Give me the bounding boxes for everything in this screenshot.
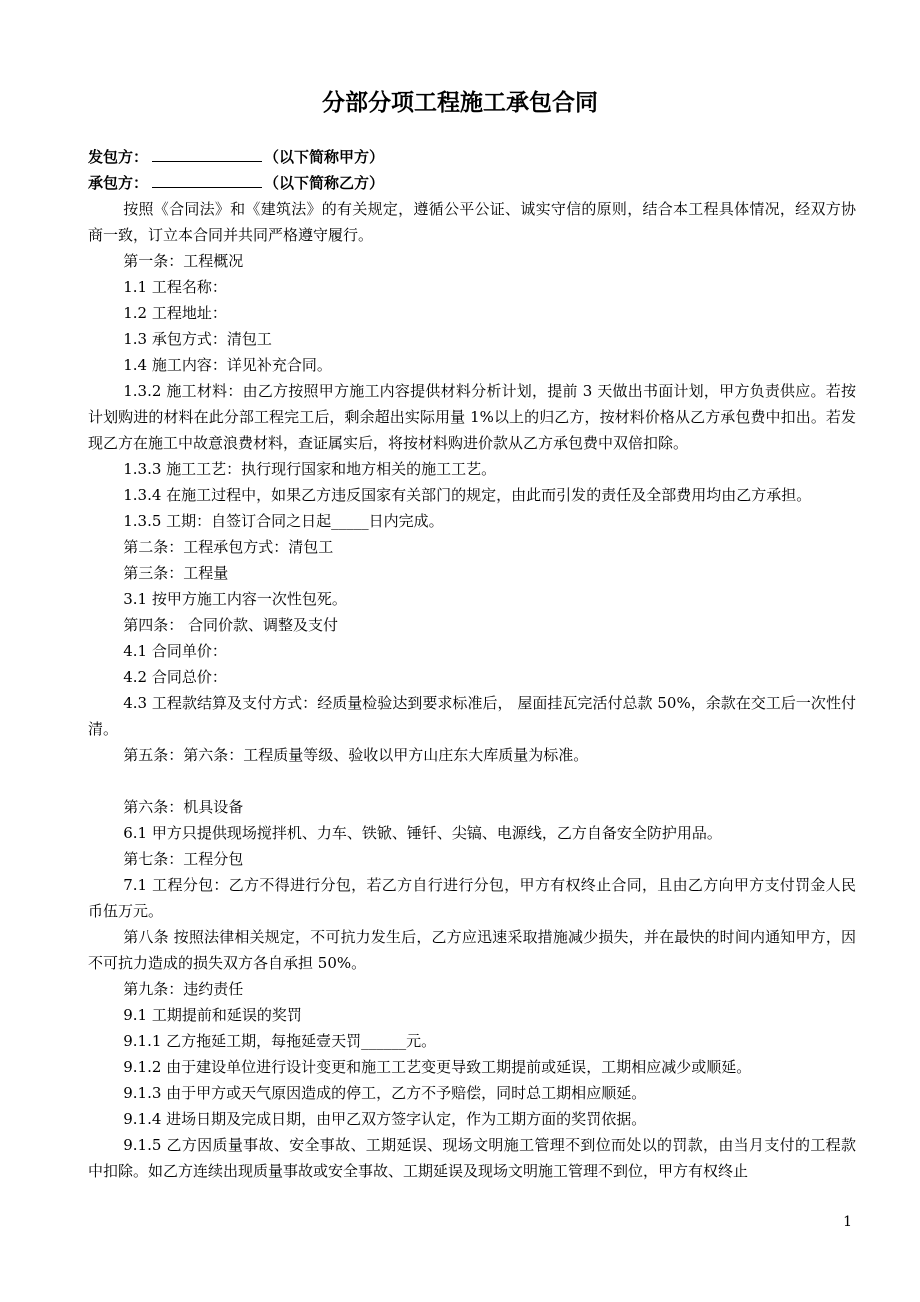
clause-4-1: 4.1 合同单价： <box>123 642 227 660</box>
clause-1-3-3: 1.3.3 施工工艺：执行现行国家和地方相关的施工工艺。 <box>123 460 497 478</box>
article-2-heading: 第二条：工程承包方式：清包工 <box>123 538 334 556</box>
clause-7-1: 7.1 工程分包：乙方不得进行分包，若乙方自行进行分包，甲方有权终止合同，且由乙方向甲方支付罚金人民币伍万元。 <box>88 876 856 920</box>
clause-3-1: 3.1 按甲方施工内容一次性包死。 <box>123 590 347 608</box>
clause-9-1-4: 9.1.4 进场日期及完成日期，由甲乙双方签字认定，作为工期方面的奖罚依据。 <box>123 1110 647 1128</box>
clause-9-1-1: 9.1.1 乙方拖延工期，每拖延壹天罚______元。 <box>123 1032 437 1050</box>
contract-body <box>88 196 856 1184</box>
clause-9-1: 9.1 工期提前和延误的奖罚 <box>123 1006 302 1024</box>
article-4-heading: 第四条： 合同价款、调整及支付 <box>123 616 339 634</box>
contractor-line <box>88 172 384 193</box>
article-9-heading: 第九条：违约责任 <box>123 980 244 998</box>
contract-title: 分部分项工程施工承包合同 <box>322 89 598 116</box>
clause-1-2: 1.2 工程地址： <box>123 304 227 322</box>
clause-4-2: 4.2 合同总价： <box>123 668 227 686</box>
preamble-paragraph: 按照《合同法》和《建筑法》的有关规定，遵循公平公证、诚实守信的原则，结合本工程具体情况，经双方协商一致，订立本合同并共同严格遵守履行。 <box>88 200 856 244</box>
contractor-label: 承包方： <box>88 174 149 192</box>
clause-9-1-3: 9.1.3 由于甲方或天气原因造成的停工，乙方不予赔偿，同时总工期相应顺延。 <box>123 1084 647 1102</box>
page-number: 1 <box>843 1214 852 1230</box>
clause-9-1-2: 9.1.2 由于建设单位进行设计变更和施工工艺变更导致工期提前或延误，工期相应减少或顺延。 <box>123 1058 752 1076</box>
clause-6-1: 6.1 甲方只提供现场搅拌机、力车、铁锨、锤钎、尖镐、电源线，乙方自备安全防护用品。 <box>123 824 722 842</box>
article-1-heading: 第一条：工程概况 <box>123 252 244 270</box>
clause-1-3-5: 1.3.5 工期：自签订合同之日起_____日内完成。 <box>123 512 444 530</box>
article-5-heading: 第五条：第六条：工程质量等级、验收以甲方山庄东大库质量为标准。 <box>123 746 589 764</box>
clause-1-1: 1.1 工程名称： <box>123 278 227 296</box>
clause-4-3: 4.3 工程款结算及支付方式：经质量检验达到要求标准后， 屋面挂瓦完活付总款 50%，余款在交工后一次性付清。 <box>88 694 856 738</box>
article-8-paragraph: 第八条 按照法律相关规定，不可抗力发生后，乙方应迅速采取措施减少损失，并在最快的时间内通知甲方，因不可抗力造成的损失双方各自承担 50%。 <box>88 928 856 972</box>
clause-1-3: 1.3 承包方式：清包工 <box>123 330 272 348</box>
article-7-heading: 第七条：工程分包 <box>123 850 244 868</box>
employer-note: （以下简称甲方） <box>264 148 385 166</box>
employer-line <box>88 146 384 167</box>
contractor-blank <box>152 173 262 188</box>
employer-label: 发包方： <box>88 148 149 166</box>
article-3-heading: 第三条：工程量 <box>123 564 229 582</box>
clause-1-4: 1.4 施工内容：详见补充合同。 <box>123 356 332 374</box>
contractor-note: （以下简称乙方） <box>264 174 385 192</box>
employer-blank <box>152 147 262 162</box>
clause-1-3-2: 1.3.2 施工材料：由乙方按照甲方施工内容提供材料分析计划，提前 3 天做出书面计划，甲方负责供应。若按计划购进的材料在此分部工程完工后，剩余超出实际用量 1%以上的归乙方，按材料价格从乙方承包费中扣出。若发现乙方在施工中故意浪费材料，查证属实后，将按材料购进价款从乙方承包费中双倍扣除。 <box>88 382 856 452</box>
clause-9-1-5: 9.1.5 乙方因质量事故、安全事故、工期延误、现场文明施工管理不到位而处以的罚款，由当月支付的工程款中扣除。如乙方连续出现质量事故或安全事故、工期延误及现场文明施工管理不到位，甲方有权终止 <box>88 1136 856 1180</box>
clause-1-3-4: 1.3.4 在施工过程中，如果乙方违反国家有关部门的规定，由此而引发的责任及全部费用均由乙方承担。 <box>123 486 812 504</box>
article-6-heading: 第六条：机具设备 <box>123 798 244 816</box>
